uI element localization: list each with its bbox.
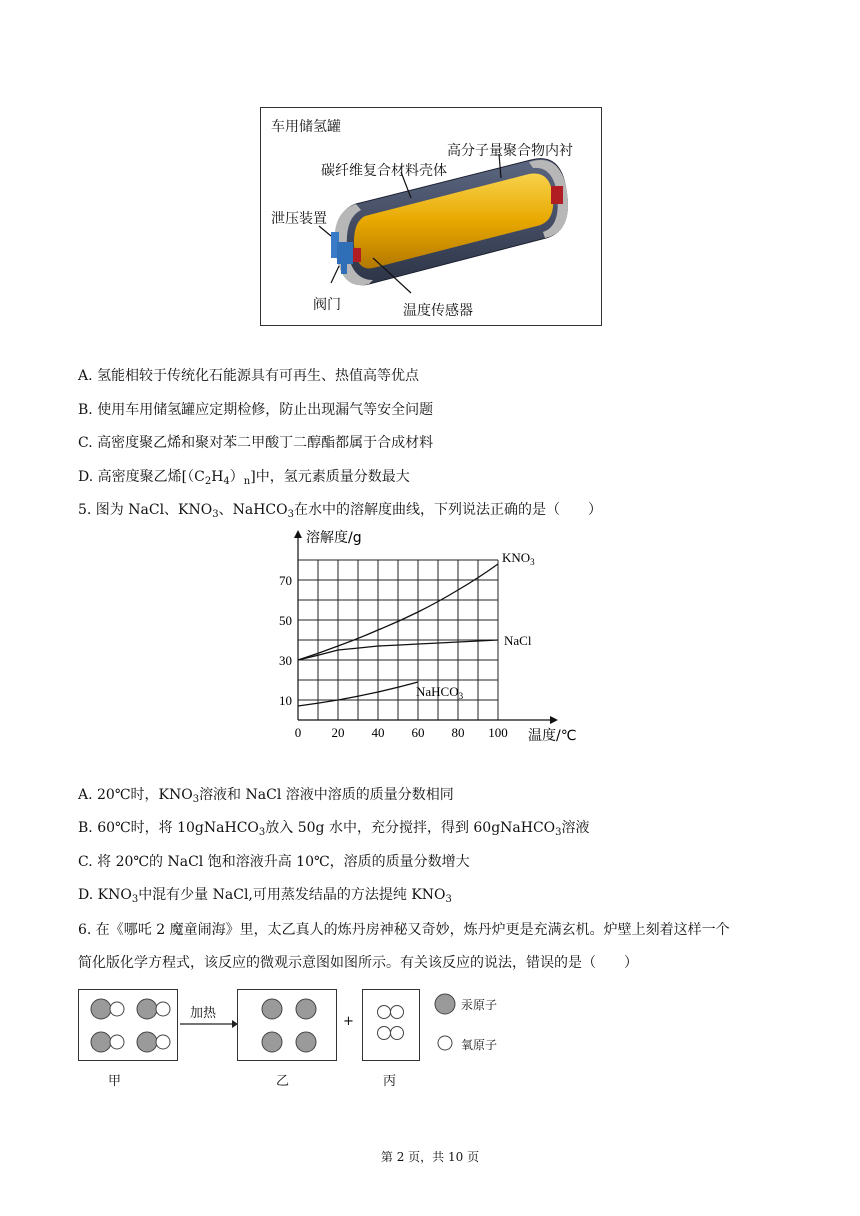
x-tick-label: 40 [371, 725, 385, 740]
y-tick-label: 50 [279, 613, 292, 628]
hg-atom [137, 1032, 157, 1052]
reaction-arrow [178, 1018, 240, 1030]
hg-atom [137, 999, 157, 1019]
x-tick-label: 80 [451, 725, 465, 740]
y-tick-label: 10 [279, 693, 292, 708]
q5-option-b: B. 60℃时，将 10gNaHCO$_3$放入 50g 水中，充分搅拌，得到 60gNaHCO$_3$溶液 [78, 820, 590, 838]
q5-option-a: A. 20℃时，$KNO_3$溶液和 NaCl 溶液中溶质的质量分数相同 [78, 787, 454, 805]
box-jia [78, 989, 178, 1061]
series-label-nacl: NaCl [504, 633, 532, 648]
y-tick-label: 30 [279, 653, 292, 668]
o-atom [391, 1006, 404, 1019]
label-bing: 丙 [383, 1074, 397, 1089]
x-axis-label: 温度/℃ [528, 728, 577, 744]
o-atom [378, 1006, 391, 1019]
q4-option-a: A. 氢能相较于传统化石能源具有可再生、热值高等优点 [78, 368, 420, 384]
hg-atom [91, 999, 111, 1019]
sensor-label: 温度传感器 [403, 303, 473, 319]
legend-oxygen-icon [436, 1034, 454, 1052]
legend-mercury-icon [434, 993, 456, 1015]
legend-mercury-label: 汞原子 [461, 998, 498, 1012]
hg-atom [296, 1032, 316, 1052]
q4-option-b: B. 使用车用储氢罐应定期检修，防止出现漏气等安全问题 [78, 402, 434, 418]
x-tick-label: 0 [294, 725, 302, 740]
o-atom [156, 1035, 170, 1049]
q4-option-d: D. 高密度聚乙烯$[(C_2H_4)_n]$中，氢元素质量分数最大 [78, 469, 410, 487]
y-axis-arrow [294, 530, 302, 538]
o-atom [378, 1027, 391, 1040]
y-axis-label: 溶解度/g [306, 530, 362, 546]
y-tick-label: 70 [279, 573, 292, 588]
box-yi [237, 989, 337, 1061]
series-label-nahco3: NaHCO$_3$ [416, 684, 464, 701]
q6-stem-line2: 简化版化学方程式，该反应的微观示意图如图所示。有关该反应的说法，错误的是（ ） [78, 955, 638, 971]
x-axis-arrow [550, 716, 558, 724]
valve-body [337, 242, 353, 264]
valve-label: 阀门 [313, 297, 341, 313]
page-footer: 第 2 页，共 10 页 [380, 1150, 480, 1164]
hg-atom [296, 999, 316, 1019]
legend-oxygen-label: 氧原子 [461, 1038, 498, 1052]
solubility-chart [270, 524, 630, 754]
liner-label: 高分子量聚合物内衬 [447, 143, 573, 159]
x-tick-label: 60 [411, 725, 425, 740]
hg-atom [262, 999, 282, 1019]
q5-option-d: D. $KNO_3$中混有少量 NaCl,可用蒸发结晶的方法提纯 $KNO_3$ [78, 887, 452, 905]
q5-option-c: C. 将 20℃的 NaCl 饱和溶液升高 10℃，溶质的质量分数增大 [78, 854, 470, 870]
o-atom [110, 1035, 124, 1049]
shell-label: 碳纤维复合材料壳体 [321, 163, 447, 179]
label-yi: 乙 [276, 1074, 290, 1089]
series-label-kno3: $KNO_3$ [502, 550, 535, 567]
o-atom [110, 1002, 124, 1016]
hg-atom [262, 1032, 282, 1052]
valve-stem [341, 264, 347, 274]
right-fitting [551, 186, 563, 204]
x-tick-label: 100 [488, 725, 508, 740]
q5-stem: 5. 图为 NaCl、$KNO_3$、NaHCO$_3$在水中的溶解度曲线，下列说法正确的是（ ） [78, 502, 602, 520]
q4-option-c: C. 高密度聚乙烯和聚对苯二甲酸丁二醇酯都属于合成材料 [78, 435, 434, 451]
x-tick-label: 20 [331, 725, 345, 740]
tank-title: 车用储氢罐 [271, 119, 341, 135]
o-atom [391, 1027, 404, 1040]
relief-label: 泄压装置 [271, 211, 327, 227]
plus-sign: + [343, 1014, 354, 1029]
q6-stem-line1: 6. 在《哪吒 2 魔童闹海》里，太乙真人的炼丹房神秘又奇妙，炼丹炉更是充满玄机。炉壁上刻着这样一个 [78, 922, 730, 938]
condition-label: 加热 [190, 1006, 217, 1021]
hg-atom [91, 1032, 111, 1052]
label-jia: 甲 [108, 1074, 122, 1089]
tank-figure [260, 107, 602, 326]
box-bing [362, 989, 420, 1061]
o-atom [156, 1002, 170, 1016]
